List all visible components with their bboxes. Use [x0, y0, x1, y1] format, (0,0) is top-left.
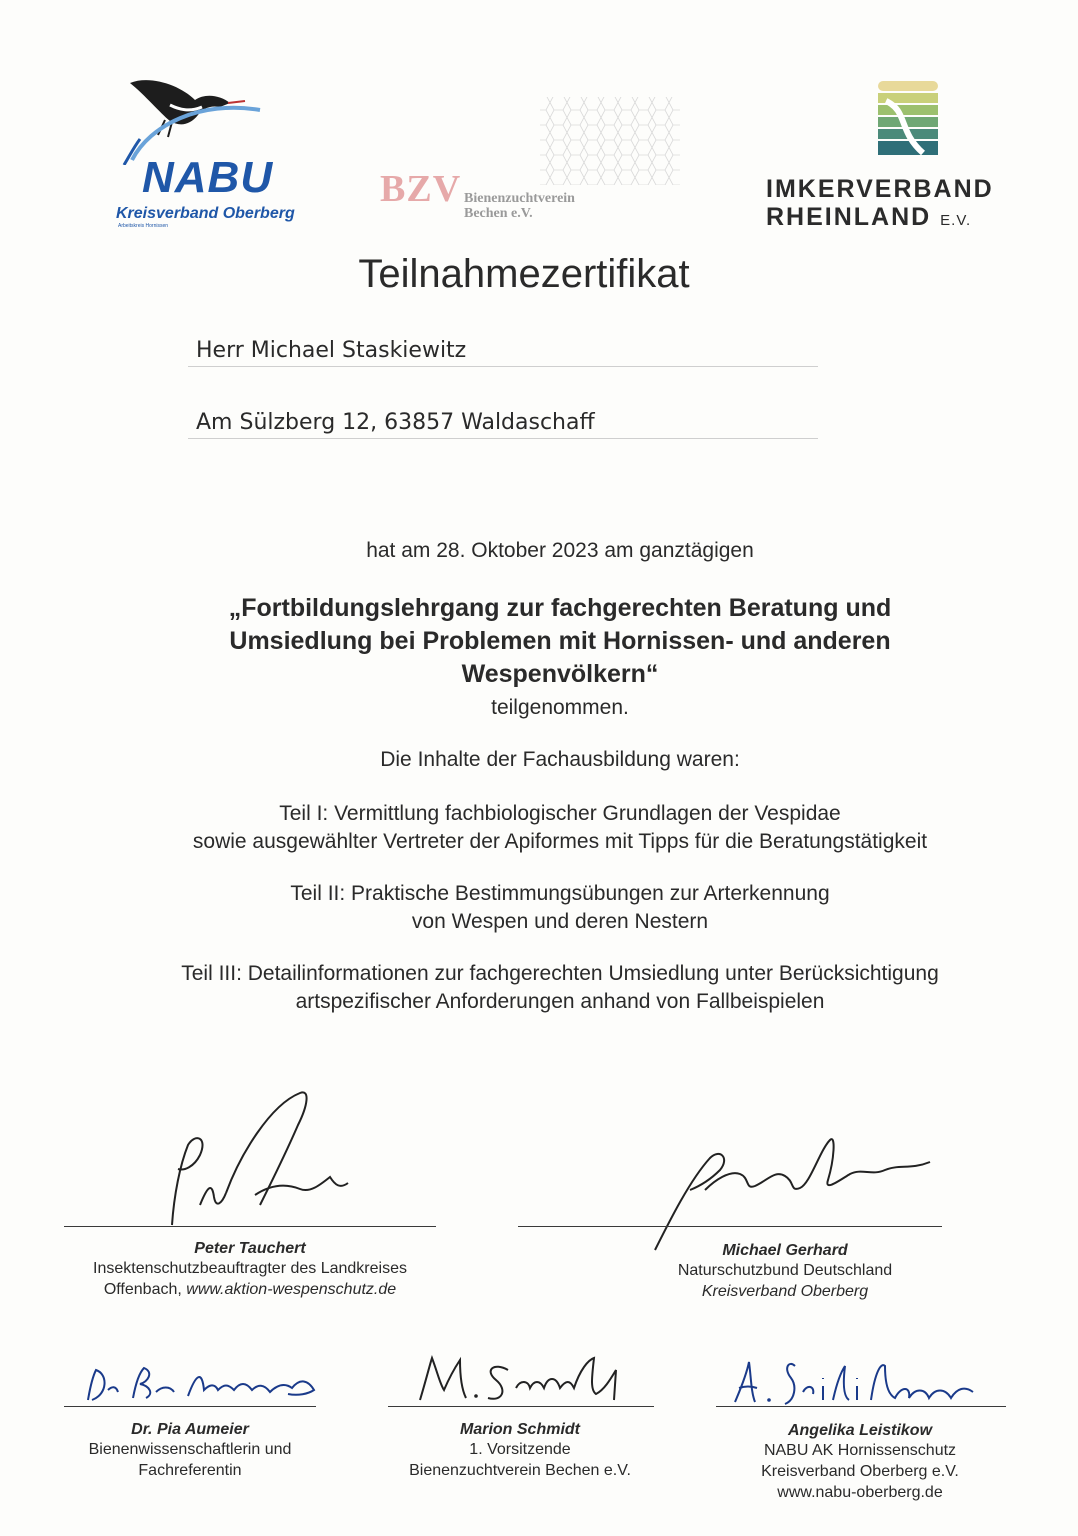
address-underline — [188, 438, 818, 439]
stork-icon — [110, 65, 310, 165]
imkerverband-line1: IMKERVERBAND — [766, 175, 994, 203]
aumeier-signature-line — [64, 1406, 316, 1407]
contents-heading: Die Inhalte der Fachausbildung waren: — [380, 748, 740, 771]
leistikow-name: Angelika Leistikow — [787, 1422, 933, 1439]
tauchert-role: Insektenschutzbeauftragter des Landkreises — [93, 1260, 407, 1277]
imkerverband-line2 — [766, 203, 971, 232]
nabu-tiny-text: Arbeitskreis Hornissen — [118, 223, 169, 229]
imkerverband-emblem-icon — [878, 81, 948, 161]
teil-2-line2: von Wespen und deren Nestern — [411, 910, 709, 933]
participant-address: Am Sülzberg 12, 63857 Waldaschaff — [196, 410, 595, 435]
course-title-line3: Wespenvölkern“ — [461, 660, 659, 688]
schmidt-name: Marion Schmidt — [459, 1421, 580, 1438]
imkerverband-rheinland: RHEINLAND — [766, 203, 932, 231]
course-title-line2: Umsiedlung bei Problemen mit Hornissen- und anderen — [229, 627, 891, 655]
gerhard-block — [560, 1242, 1010, 1302]
certificate-title: Teilnahmezertifikat — [358, 252, 690, 296]
teil-2-line1: Teil II: Praktische Bestimmungsübungen zur Arterkennung — [290, 882, 830, 905]
nabu-logo — [110, 65, 310, 235]
bzv-logo — [380, 95, 690, 235]
leistikow-signature-icon — [725, 1352, 985, 1412]
course-title — [60, 592, 1060, 691]
tauchert-location — [64, 1279, 436, 1300]
tauchert-name: Peter Tauchert — [194, 1240, 306, 1257]
bzv-name-line1: Bienenzuchtverein — [464, 191, 575, 206]
leistikow-website-link[interactable]: www.nabu-oberberg.de — [777, 1484, 943, 1501]
gerhard-role: Naturschutzbund Deutschland — [677, 1262, 893, 1279]
aumeier-role-line2: Fachreferentin — [138, 1462, 242, 1479]
participated-text: teilgenommen. — [491, 696, 629, 719]
leistikow-role: NABU AK Hornissenschutz — [763, 1442, 957, 1459]
bzv-mark: BZV — [380, 168, 462, 210]
tauchert-signature-line — [64, 1226, 436, 1227]
aumeier-block — [40, 1421, 340, 1481]
imkerverband-logo — [760, 75, 1020, 235]
course-title-line1: „Fortbildungslehrgang zur fachgerechten Beratung und — [228, 594, 892, 622]
teil-1-line2: sowie ausgewählter Vertreter der Apiformes mit Tipps für die Beratungstätigkeit — [192, 830, 928, 853]
nabu-wordmark: NABU — [142, 153, 274, 202]
intro-text: hat am 28. Oktober 2023 am ganztägigen — [366, 539, 754, 562]
gerhard-signature-line — [518, 1226, 942, 1227]
teil-3-line2: artspezifischer Anforderungen anhand von Fallbeispielen — [295, 990, 825, 1013]
teil-1 — [60, 800, 1060, 856]
nabu-subtitle: Kreisverband Oberberg — [116, 205, 295, 222]
tauchert-block — [64, 1240, 436, 1300]
gerhard-signature-icon — [650, 1130, 950, 1250]
schmidt-signature-icon — [410, 1350, 640, 1410]
schmidt-signature-line — [388, 1406, 654, 1407]
tauchert-website-link[interactable]: www.aktion-wespenschutz.de — [186, 1281, 397, 1298]
bzv-name — [464, 191, 575, 221]
leistikow-block — [710, 1422, 1010, 1503]
teil-1-line1: Teil I: Vermittlung fachbiologischer Grundlagen der Vespidae — [279, 802, 841, 825]
schmidt-role: 1. Vorsitzende — [469, 1441, 571, 1458]
bzv-name-line2: Bechen e.V. — [464, 206, 533, 221]
leistikow-signature-line — [716, 1406, 1006, 1407]
aumeier-signature-icon — [78, 1360, 338, 1410]
schmidt-org: Bienenzuchtverein Bechen e.V. — [409, 1462, 631, 1479]
aumeier-name: Dr. Pia Aumeier — [131, 1421, 249, 1438]
teil-3-line1: Teil III: Detailinformationen zur fachgerechten Umsiedlung unter Berücksichtigung — [181, 962, 939, 985]
gerhard-org: Kreisverband Oberberg — [701, 1283, 869, 1300]
aumeier-role-line1: Bienenwissenschaftlerin und — [88, 1441, 292, 1458]
schmidt-block — [370, 1421, 670, 1481]
teil-2 — [60, 880, 1060, 936]
name-underline — [188, 366, 818, 367]
teil-3 — [60, 960, 1060, 1016]
tauchert-signature-icon — [160, 1085, 380, 1235]
tauchert-location-prefix: Offenbach, — [103, 1281, 182, 1298]
leistikow-org: Kreisverband Oberberg e.V. — [761, 1463, 959, 1480]
gerhard-name: Michael Gerhard — [722, 1242, 848, 1259]
participant-name: Herr Michael Staskiewitz — [196, 338, 467, 363]
imkerverband-ev: E.V. — [940, 212, 972, 229]
